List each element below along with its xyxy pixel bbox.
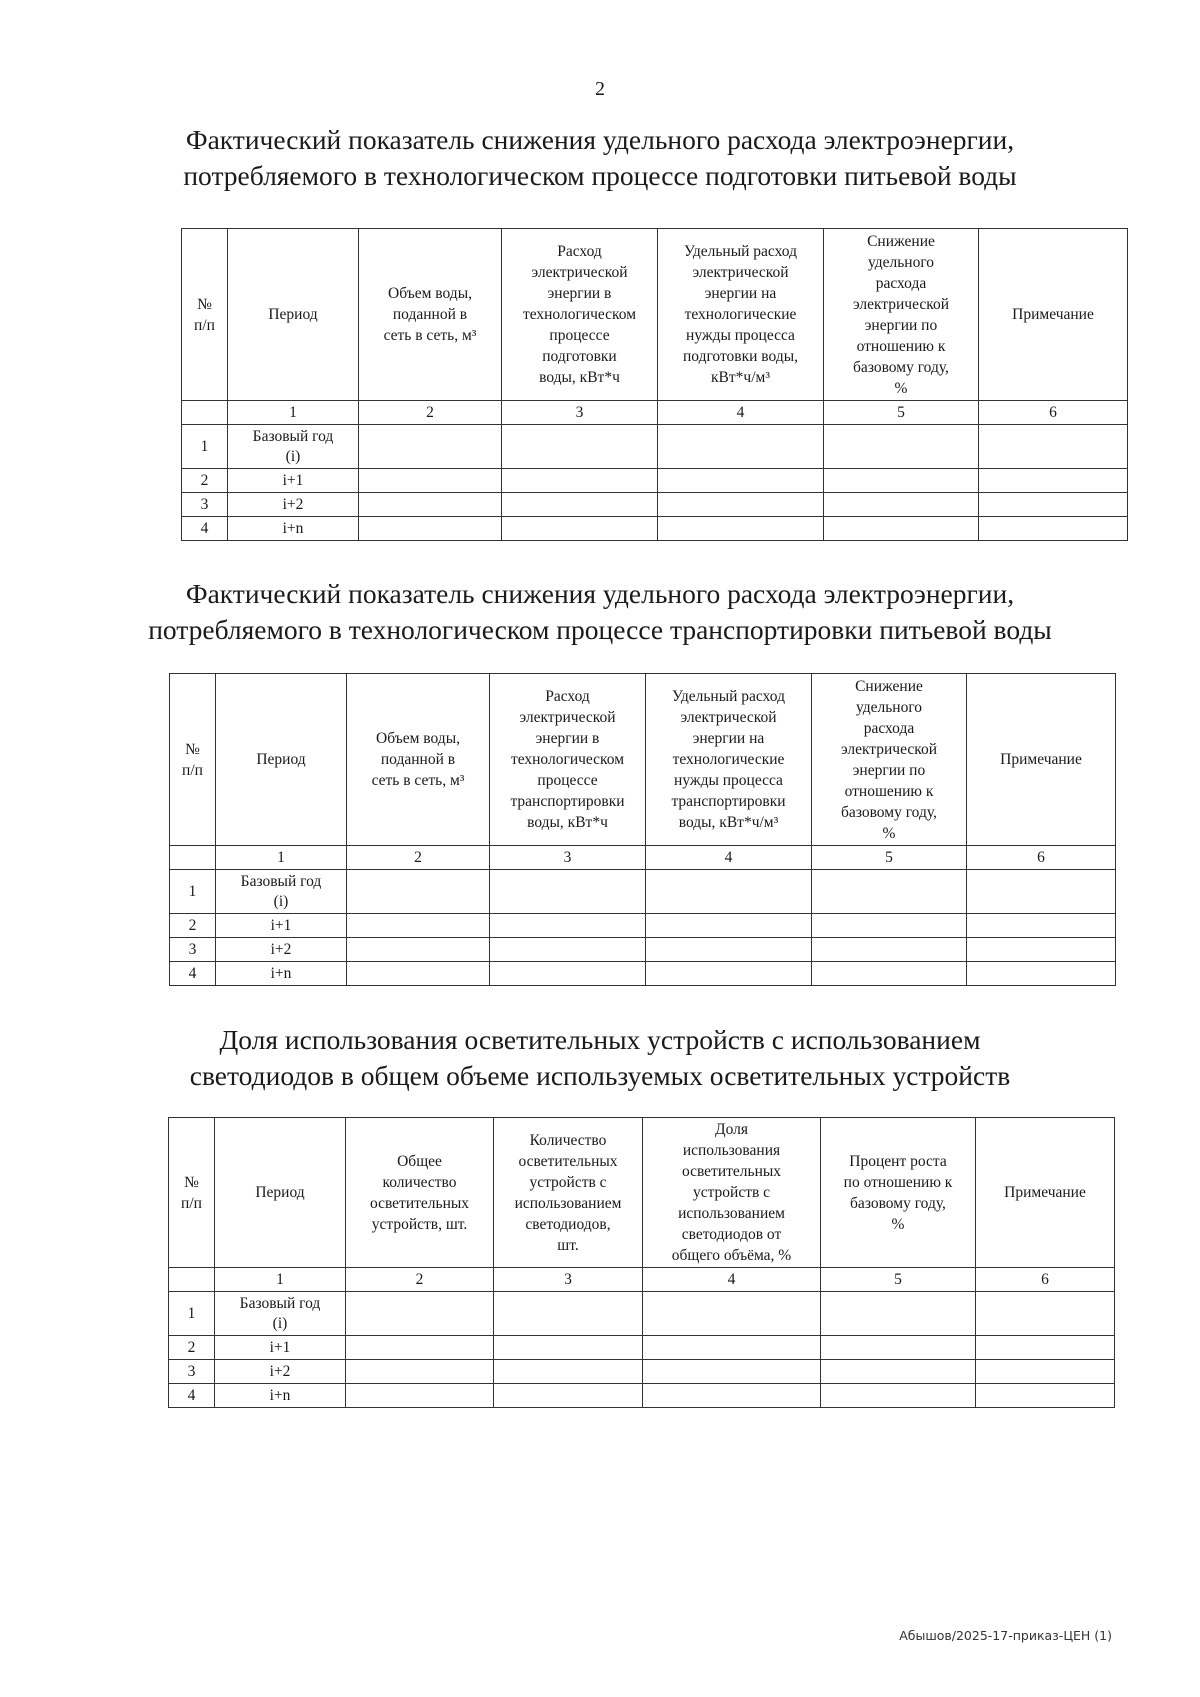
row-period-cell: Базовый год (i) [216, 870, 347, 914]
data-cell[interactable] [359, 425, 502, 469]
row-period-cell: i+n [216, 962, 347, 986]
table-row [170, 914, 1116, 938]
column-number-cell: 4 [646, 846, 812, 870]
data-cell[interactable] [490, 870, 646, 914]
data-cell[interactable] [502, 493, 658, 517]
column-number-cell [169, 1268, 215, 1292]
data-cell[interactable] [824, 517, 979, 541]
column-number-cell: 6 [979, 401, 1128, 425]
row-period-cell: i+2 [215, 1360, 346, 1384]
data-cell[interactable] [976, 1360, 1115, 1384]
column-number-cell [170, 846, 216, 870]
row-number-cell: 3 [182, 493, 228, 517]
column-number-cell: 3 [494, 1268, 643, 1292]
title-line: Фактический показатель снижения удельного расхода электроэнергии, [185, 578, 1015, 609]
section-title-led-share [120, 1022, 1080, 1094]
row-number-cell: 4 [170, 962, 216, 986]
header-cell-period: Период [228, 229, 359, 401]
column-number-cell: 6 [976, 1268, 1115, 1292]
table-row [170, 938, 1116, 962]
data-cell[interactable] [821, 1384, 976, 1408]
row-number-cell: 2 [170, 914, 216, 938]
data-cell[interactable] [346, 1292, 494, 1336]
data-cell[interactable] [979, 469, 1128, 493]
column-number-cell: 1 [215, 1268, 346, 1292]
data-cell[interactable] [821, 1336, 976, 1360]
data-cell[interactable] [494, 1292, 643, 1336]
data-cell[interactable] [824, 493, 979, 517]
header-cell-energy-consumption: Расход электрической энергии в технологическом процессе подготовки воды, кВт*ч [502, 229, 658, 401]
header-cell-number: № п/п [182, 229, 228, 401]
data-cell[interactable] [347, 938, 490, 962]
column-number-row [182, 401, 1128, 425]
data-cell[interactable] [346, 1384, 494, 1408]
header-cell-reduction-percent: Снижение удельного расхода электрической энергии по отношению к базовому году, % [824, 229, 979, 401]
column-number-cell: 5 [812, 846, 967, 870]
column-number-cell: 4 [643, 1268, 821, 1292]
document-footer-id: Абышов/2025-17-приказ-ЦЕН (1) [899, 1628, 1112, 1643]
data-cell[interactable] [821, 1360, 976, 1384]
data-cell[interactable] [346, 1336, 494, 1360]
data-cell[interactable] [502, 425, 658, 469]
header-cell-water-volume: Объем воды, поданной в сеть в сеть, м³ [359, 229, 502, 401]
data-cell[interactable] [967, 914, 1116, 938]
row-number-cell: 2 [182, 469, 228, 493]
row-period-cell: i+n [228, 517, 359, 541]
header-cell-energy-consumption: Расход электрической энергии в технологическом процессе транспортировки воды, кВт*ч [490, 674, 646, 846]
header-cell-specific-consumption: Удельный расход электрической энергии на технологические нужды процесса транспортировки воды, кВт*ч/м³ [646, 674, 812, 846]
data-cell[interactable] [359, 493, 502, 517]
data-cell[interactable] [979, 493, 1128, 517]
header-cell-specific-consumption: Удельный расход электрической энергии на технологические нужды процесса подготовки воды, кВт*ч/м³ [658, 229, 824, 401]
data-cell[interactable] [502, 517, 658, 541]
data-cell[interactable] [494, 1360, 643, 1384]
data-cell[interactable] [812, 914, 967, 938]
indicator-table-preparation [181, 228, 1128, 541]
row-number-cell: 1 [169, 1292, 215, 1336]
row-period-cell: Базовый год (i) [228, 425, 359, 469]
row-number-cell: 4 [182, 517, 228, 541]
table-row [182, 493, 1128, 517]
data-cell[interactable] [824, 469, 979, 493]
table-row [170, 870, 1116, 914]
column-number-cell: 1 [228, 401, 359, 425]
data-cell[interactable] [967, 962, 1116, 986]
data-cell[interactable] [967, 938, 1116, 962]
header-cell-growth-percent: Процент роста по отношению к базовому году, % [821, 1118, 976, 1268]
data-cell[interactable] [967, 870, 1116, 914]
header-cell-led-count: Количество осветительных устройств с использованием светодиодов, шт. [494, 1118, 643, 1268]
header-cell-number: № п/п [169, 1118, 215, 1268]
table-row [169, 1384, 1115, 1408]
data-cell[interactable] [359, 517, 502, 541]
column-number-cell: 6 [967, 846, 1116, 870]
data-cell[interactable] [646, 914, 812, 938]
header-cell-water-volume: Объем воды, поданной в сеть в сеть, м³ [347, 674, 490, 846]
data-cell[interactable] [494, 1384, 643, 1408]
data-cell[interactable] [643, 1360, 821, 1384]
column-number-cell: 1 [216, 846, 347, 870]
data-cell[interactable] [646, 962, 812, 986]
data-cell[interactable] [643, 1384, 821, 1408]
data-cell[interactable] [347, 914, 490, 938]
section-title-electricity-preparation [120, 122, 1080, 194]
data-cell[interactable] [812, 870, 967, 914]
table-row [169, 1292, 1115, 1336]
title-line: потребляемого в технологическом процессе подготовки питьевой воды [183, 160, 1017, 191]
indicator-table-transport [169, 673, 1116, 986]
row-number-cell: 1 [170, 870, 216, 914]
row-number-cell: 3 [170, 938, 216, 962]
row-period-cell: i+1 [228, 469, 359, 493]
header-cell-note: Примечание [979, 229, 1128, 401]
data-cell[interactable] [812, 938, 967, 962]
header-cell-period: Период [215, 1118, 346, 1268]
data-cell[interactable] [979, 425, 1128, 469]
table-row [182, 469, 1128, 493]
data-cell[interactable] [347, 870, 490, 914]
header-cell-total-lighting: Общее количество осветительных устройств, шт. [346, 1118, 494, 1268]
title-line: Доля использования осветительных устройств с использованием [219, 1024, 981, 1055]
row-period-cell: i+2 [228, 493, 359, 517]
header-cell-reduction-percent: Снижение удельного расхода электрической энергии по отношению к базовому году, % [812, 674, 967, 846]
header-row [182, 229, 1128, 401]
page-number: 2 [595, 78, 605, 100]
data-cell[interactable] [658, 425, 824, 469]
column-number-cell: 3 [490, 846, 646, 870]
row-number-cell: 1 [182, 425, 228, 469]
table-row [182, 425, 1128, 469]
row-number-cell: 3 [169, 1360, 215, 1384]
row-number-cell: 2 [169, 1336, 215, 1360]
header-row [169, 1118, 1115, 1268]
data-cell[interactable] [347, 962, 490, 986]
data-cell[interactable] [821, 1292, 976, 1336]
data-cell[interactable] [979, 517, 1128, 541]
data-cell[interactable] [646, 938, 812, 962]
column-number-cell: 4 [658, 401, 824, 425]
title-line: светодиодов в общем объеме используемых осветительных устройств [189, 1060, 1011, 1091]
table-row [182, 517, 1128, 541]
data-cell[interactable] [359, 469, 502, 493]
data-cell[interactable] [494, 1336, 643, 1360]
column-number-cell: 2 [359, 401, 502, 425]
data-cell[interactable] [490, 914, 646, 938]
column-number-cell: 5 [824, 401, 979, 425]
data-cell[interactable] [643, 1336, 821, 1360]
header-row [170, 674, 1116, 846]
data-cell[interactable] [976, 1384, 1115, 1408]
header-cell-note: Примечание [967, 674, 1116, 846]
data-cell[interactable] [658, 517, 824, 541]
row-period-cell: i+2 [216, 938, 347, 962]
data-cell[interactable] [658, 493, 824, 517]
section-title-electricity-transport [120, 576, 1080, 648]
column-number-row [170, 846, 1116, 870]
row-period-cell: i+n [215, 1384, 346, 1408]
column-number-cell [182, 401, 228, 425]
title-line: Фактический показатель снижения удельного расхода электроэнергии, [185, 124, 1015, 155]
data-cell[interactable] [976, 1292, 1115, 1336]
column-number-cell: 2 [347, 846, 490, 870]
table-row [169, 1360, 1115, 1384]
row-period-cell: i+1 [215, 1336, 346, 1360]
header-cell-number: № п/п [170, 674, 216, 846]
data-cell[interactable] [824, 425, 979, 469]
indicator-table-led [168, 1117, 1115, 1408]
column-number-cell: 2 [346, 1268, 494, 1292]
row-number-cell: 4 [169, 1384, 215, 1408]
data-cell[interactable] [658, 469, 824, 493]
data-cell[interactable] [490, 962, 646, 986]
header-cell-led-share: Доля использования осветительных устройств с использованием светодиодов от общего объёма, % [643, 1118, 821, 1268]
table-row [169, 1336, 1115, 1360]
data-cell[interactable] [812, 962, 967, 986]
data-cell[interactable] [643, 1292, 821, 1336]
column-number-cell: 3 [502, 401, 658, 425]
column-number-cell: 5 [821, 1268, 976, 1292]
data-cell[interactable] [502, 469, 658, 493]
header-cell-period: Период [216, 674, 347, 846]
table-row [170, 962, 1116, 986]
header-cell-note: Примечание [976, 1118, 1115, 1268]
data-cell[interactable] [490, 938, 646, 962]
data-cell[interactable] [976, 1336, 1115, 1360]
data-cell[interactable] [646, 870, 812, 914]
title-line: потребляемого в технологическом процессе транспортировки питьевой воды [148, 614, 1052, 645]
column-number-row [169, 1268, 1115, 1292]
row-period-cell: Базовый год (i) [215, 1292, 346, 1336]
data-cell[interactable] [346, 1360, 494, 1384]
row-period-cell: i+1 [216, 914, 347, 938]
